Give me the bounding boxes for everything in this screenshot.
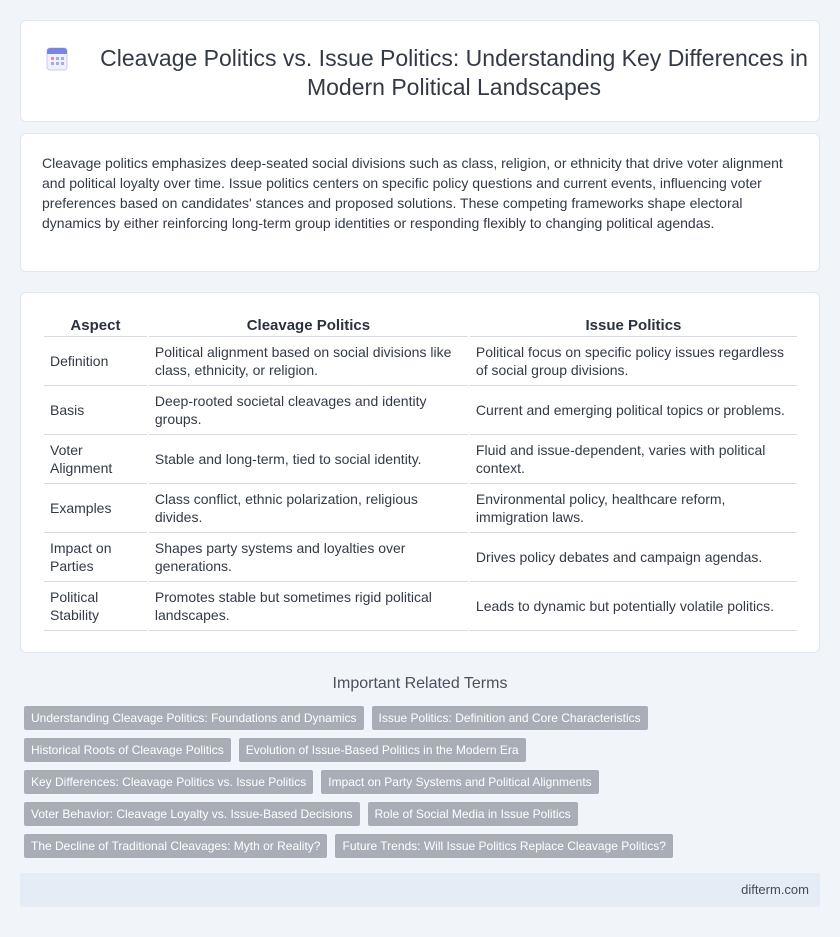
site-link[interactable]: difterm.com — [741, 882, 809, 897]
comparison-table — [42, 316, 799, 631]
related-term-link[interactable]: Evolution of Issue-Based Politics in the Modern Era — [239, 738, 526, 762]
table-cell: Environmental policy, healthcare reform, immigration laws. — [470, 484, 797, 533]
related-term-link[interactable]: Historical Roots of Cleavage Politics — [24, 738, 231, 762]
tag-row — [24, 738, 824, 762]
intro-card — [20, 133, 820, 272]
related-term-link[interactable]: Voter Behavior: Cleavage Loyalty vs. Issue-Based Decisions — [24, 802, 360, 826]
comparison-table-card — [20, 292, 820, 653]
table-row — [44, 435, 797, 484]
table-cell: Drives policy debates and campaign agendas. — [470, 533, 797, 582]
page-title: Cleavage Politics vs. Issue Politics: Understanding Key Differences in Modern Political Landscapes — [100, 45, 808, 100]
table-cell: Impact on Parties — [44, 533, 147, 582]
table-cell: Fluid and issue-dependent, varies with political context. — [470, 435, 797, 484]
related-term-link[interactable]: Understanding Cleavage Politics: Foundations and Dynamics — [24, 706, 364, 730]
table-cell: Examples — [44, 484, 147, 533]
table-cell: Basis — [44, 386, 147, 435]
table-cell: Deep-rooted societal cleavages and identity groups. — [149, 386, 468, 435]
related-term-link[interactable]: Impact on Party Systems and Political Alignments — [321, 770, 598, 794]
tag-row — [24, 770, 824, 794]
table-row — [44, 484, 797, 533]
tag-row — [24, 706, 824, 730]
table-row — [44, 337, 797, 386]
table-cell: Voter Alignment — [44, 435, 147, 484]
related-term-link[interactable]: Role of Social Media in Issue Politics — [368, 802, 578, 826]
column-header-aspect: Aspect — [44, 316, 147, 337]
table-cell: Definition — [44, 337, 147, 386]
table-cell: Class conflict, ethnic polarization, religious divides. — [149, 484, 468, 533]
tag-row — [24, 802, 824, 826]
table-cell: Promotes stable but sometimes rigid political landscapes. — [149, 582, 468, 631]
column-header-issue: Issue Politics — [470, 316, 797, 337]
table-row — [44, 582, 797, 631]
table-header-row — [44, 316, 797, 337]
table-cell: Shapes party systems and loyalties over generations. — [149, 533, 468, 582]
table-cell: Current and emerging political topics or problems. — [470, 386, 797, 435]
table-cell: Stable and long-term, tied to social identity. — [149, 435, 468, 484]
table-cell: Political alignment based on social divisions like class, ethnicity, or religion. — [149, 337, 468, 386]
table-cell: Leads to dynamic but potentially volatile politics. — [470, 582, 797, 631]
tag-row — [24, 834, 824, 858]
table-row — [44, 533, 797, 582]
related-terms-list — [24, 706, 824, 866]
table-cell: Political focus on specific policy issues regardless of social group divisions. — [470, 337, 797, 386]
document-icon — [46, 47, 68, 71]
related-terms-heading: Important Related Terms — [332, 675, 508, 692]
column-header-cleavage: Cleavage Politics — [149, 316, 468, 337]
related-term-link[interactable]: The Decline of Traditional Cleavages: Myth or Reality? — [24, 834, 327, 858]
related-term-link[interactable]: Key Differences: Cleavage Politics vs. Issue Politics — [24, 770, 313, 794]
related-term-link[interactable]: Issue Politics: Definition and Core Characteristics — [372, 706, 648, 730]
table-cell: Political Stability — [44, 582, 147, 631]
footer — [20, 873, 820, 907]
intro-paragraph: Cleavage politics emphasizes deep-seated social divisions such as class, religion, or ethnicity that drive voter alignment and political loyalty over time. Issue politics centers on specific policy questions and current events, influencing voter preferences based on candidates' stances and proposed solutions. These competing frameworks shape electoral dynamics by either reinforcing long-term group identities or responding flexibly to changing political agendas. — [42, 155, 783, 231]
related-term-link[interactable]: Future Trends: Will Issue Politics Replace Cleavage Politics? — [335, 834, 672, 858]
table-row — [44, 386, 797, 435]
